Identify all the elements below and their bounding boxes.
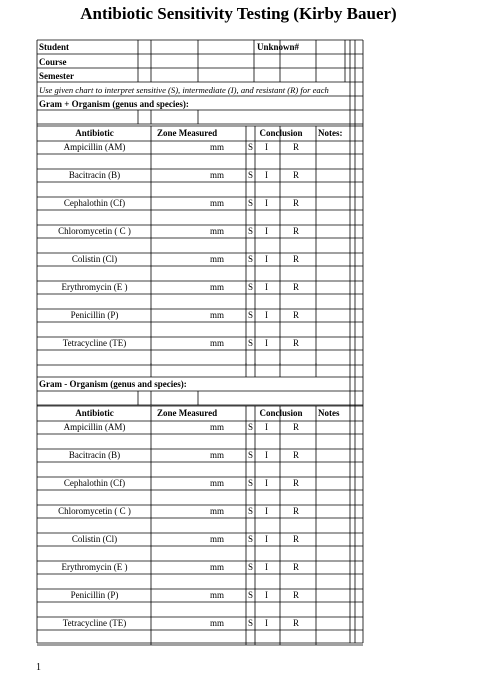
option-r[interactable]: R [293,618,300,628]
option-s[interactable]: S [248,226,254,236]
antibiotic-header: Antibiotic [75,128,114,138]
option-r[interactable]: R [293,562,300,572]
option-s[interactable]: S [248,618,254,628]
antibiotic-name: Ampicillin (AM) [63,142,126,152]
option-i[interactable]: I [265,282,268,292]
antibiotic-name: Bacitracin (B) [68,170,121,180]
option-i[interactable]: I [265,226,268,236]
option-s[interactable]: S [248,534,254,544]
option-r[interactable]: R [293,226,300,236]
option-s[interactable]: S [248,198,254,208]
option-r[interactable]: R [293,282,300,292]
unit-label: mm [210,506,225,516]
unit-label: mm [210,618,225,628]
antibiotic-name: Colistin (Cl) [71,534,118,544]
option-r[interactable]: R [293,198,300,208]
option-i[interactable]: I [265,422,268,432]
unit-label: mm [210,478,225,488]
gram-negative-organism-label: Gram - Organism (genus and species): [39,379,187,389]
notes-header: Notes [318,408,340,418]
option-i[interactable]: I [265,478,268,488]
option-s[interactable]: S [248,562,254,572]
antibiotic-name: Cephalothin (Cf) [63,198,126,208]
unit-label: mm [210,198,225,208]
antibiotic-name: Cephalothin (Cf) [63,478,126,488]
unit-label: mm [210,226,225,236]
option-s[interactable]: S [248,254,254,264]
conclusion-header: Conclusion [259,408,303,418]
antibiotic-name: Tetracycline (TE) [62,338,127,348]
antibiotic-name: Chloromycetin ( C ) [58,506,131,516]
option-r[interactable]: R [293,534,300,544]
option-r[interactable]: R [293,422,300,432]
unit-label: mm [210,590,225,600]
unit-label: mm [210,562,225,572]
option-s[interactable]: S [248,506,254,516]
unit-label: mm [210,310,225,320]
antibiotic-name: Penicillin (P) [70,590,119,600]
option-s[interactable]: S [248,142,254,152]
course-label: Course [39,57,67,67]
option-i[interactable]: I [265,254,268,264]
conclusion-header: Conclusion [259,128,303,138]
antibiotic-header: Antibiotic [75,408,114,418]
option-i[interactable]: I [265,506,268,516]
antibiotic-name: Colistin (Cl) [71,254,118,264]
unit-label: mm [210,534,225,544]
zone-measured-header: Zone Measured [157,128,218,138]
notes-header: Notes: [318,128,343,138]
unit-label: mm [210,422,225,432]
unit-label: mm [210,282,225,292]
unit-label: mm [210,142,225,152]
antibiotic-name: Ampicillin (AM) [63,422,126,432]
unknown-label: Unknown# [257,42,300,52]
option-i[interactable]: I [265,198,268,208]
antibiotic-name: Erythromycin (E ) [61,282,128,292]
option-s[interactable]: S [248,282,254,292]
option-i[interactable]: I [265,562,268,572]
option-i[interactable]: I [265,310,268,320]
option-i[interactable]: I [265,450,268,460]
option-r[interactable]: R [293,310,300,320]
antibiotic-name: Penicillin (P) [70,310,119,320]
antibiotic-name: Tetracycline (TE) [62,618,127,628]
unit-label: mm [210,450,225,460]
option-r[interactable]: R [293,170,300,180]
option-i[interactable]: I [265,338,268,348]
option-r[interactable]: R [293,478,300,488]
option-s[interactable]: S [248,170,254,180]
option-r[interactable]: R [293,506,300,516]
option-s[interactable]: S [248,590,254,600]
option-i[interactable]: I [265,618,268,628]
option-i[interactable]: I [265,170,268,180]
option-r[interactable]: R [293,338,300,348]
instructions-text: Use given chart to interpret sensitive (S), intermediate (I), and resistant (R) for each [39,85,329,95]
page-number: 1 [36,662,41,673]
unit-label: mm [210,254,225,264]
option-i[interactable]: I [265,534,268,544]
gram-positive-organism-label: Gram + Organism (genus and species): [39,99,189,109]
unit-label: mm [210,338,225,348]
antibiotic-name: Erythromycin (E ) [61,562,128,572]
student-label: Student [39,42,70,52]
option-r[interactable]: R [293,142,300,152]
option-s[interactable]: S [248,478,254,488]
option-s[interactable]: S [248,310,254,320]
antibiotic-name: Bacitracin (B) [68,450,121,460]
unit-label: mm [210,170,225,180]
zone-measured-header: Zone Measured [157,408,218,418]
option-s[interactable]: S [248,422,254,432]
option-i[interactable]: I [265,590,268,600]
semester-label: Semester [39,71,74,81]
option-r[interactable]: R [293,254,300,264]
option-s[interactable]: S [248,338,254,348]
option-r[interactable]: R [293,450,300,460]
option-i[interactable]: I [265,142,268,152]
option-r[interactable]: R [293,590,300,600]
option-s[interactable]: S [248,450,254,460]
antibiotic-name: Chloromycetin ( C ) [58,226,131,236]
page-title: Antibiotic Sensitivity Testing (Kirby Bauer) [80,4,397,23]
